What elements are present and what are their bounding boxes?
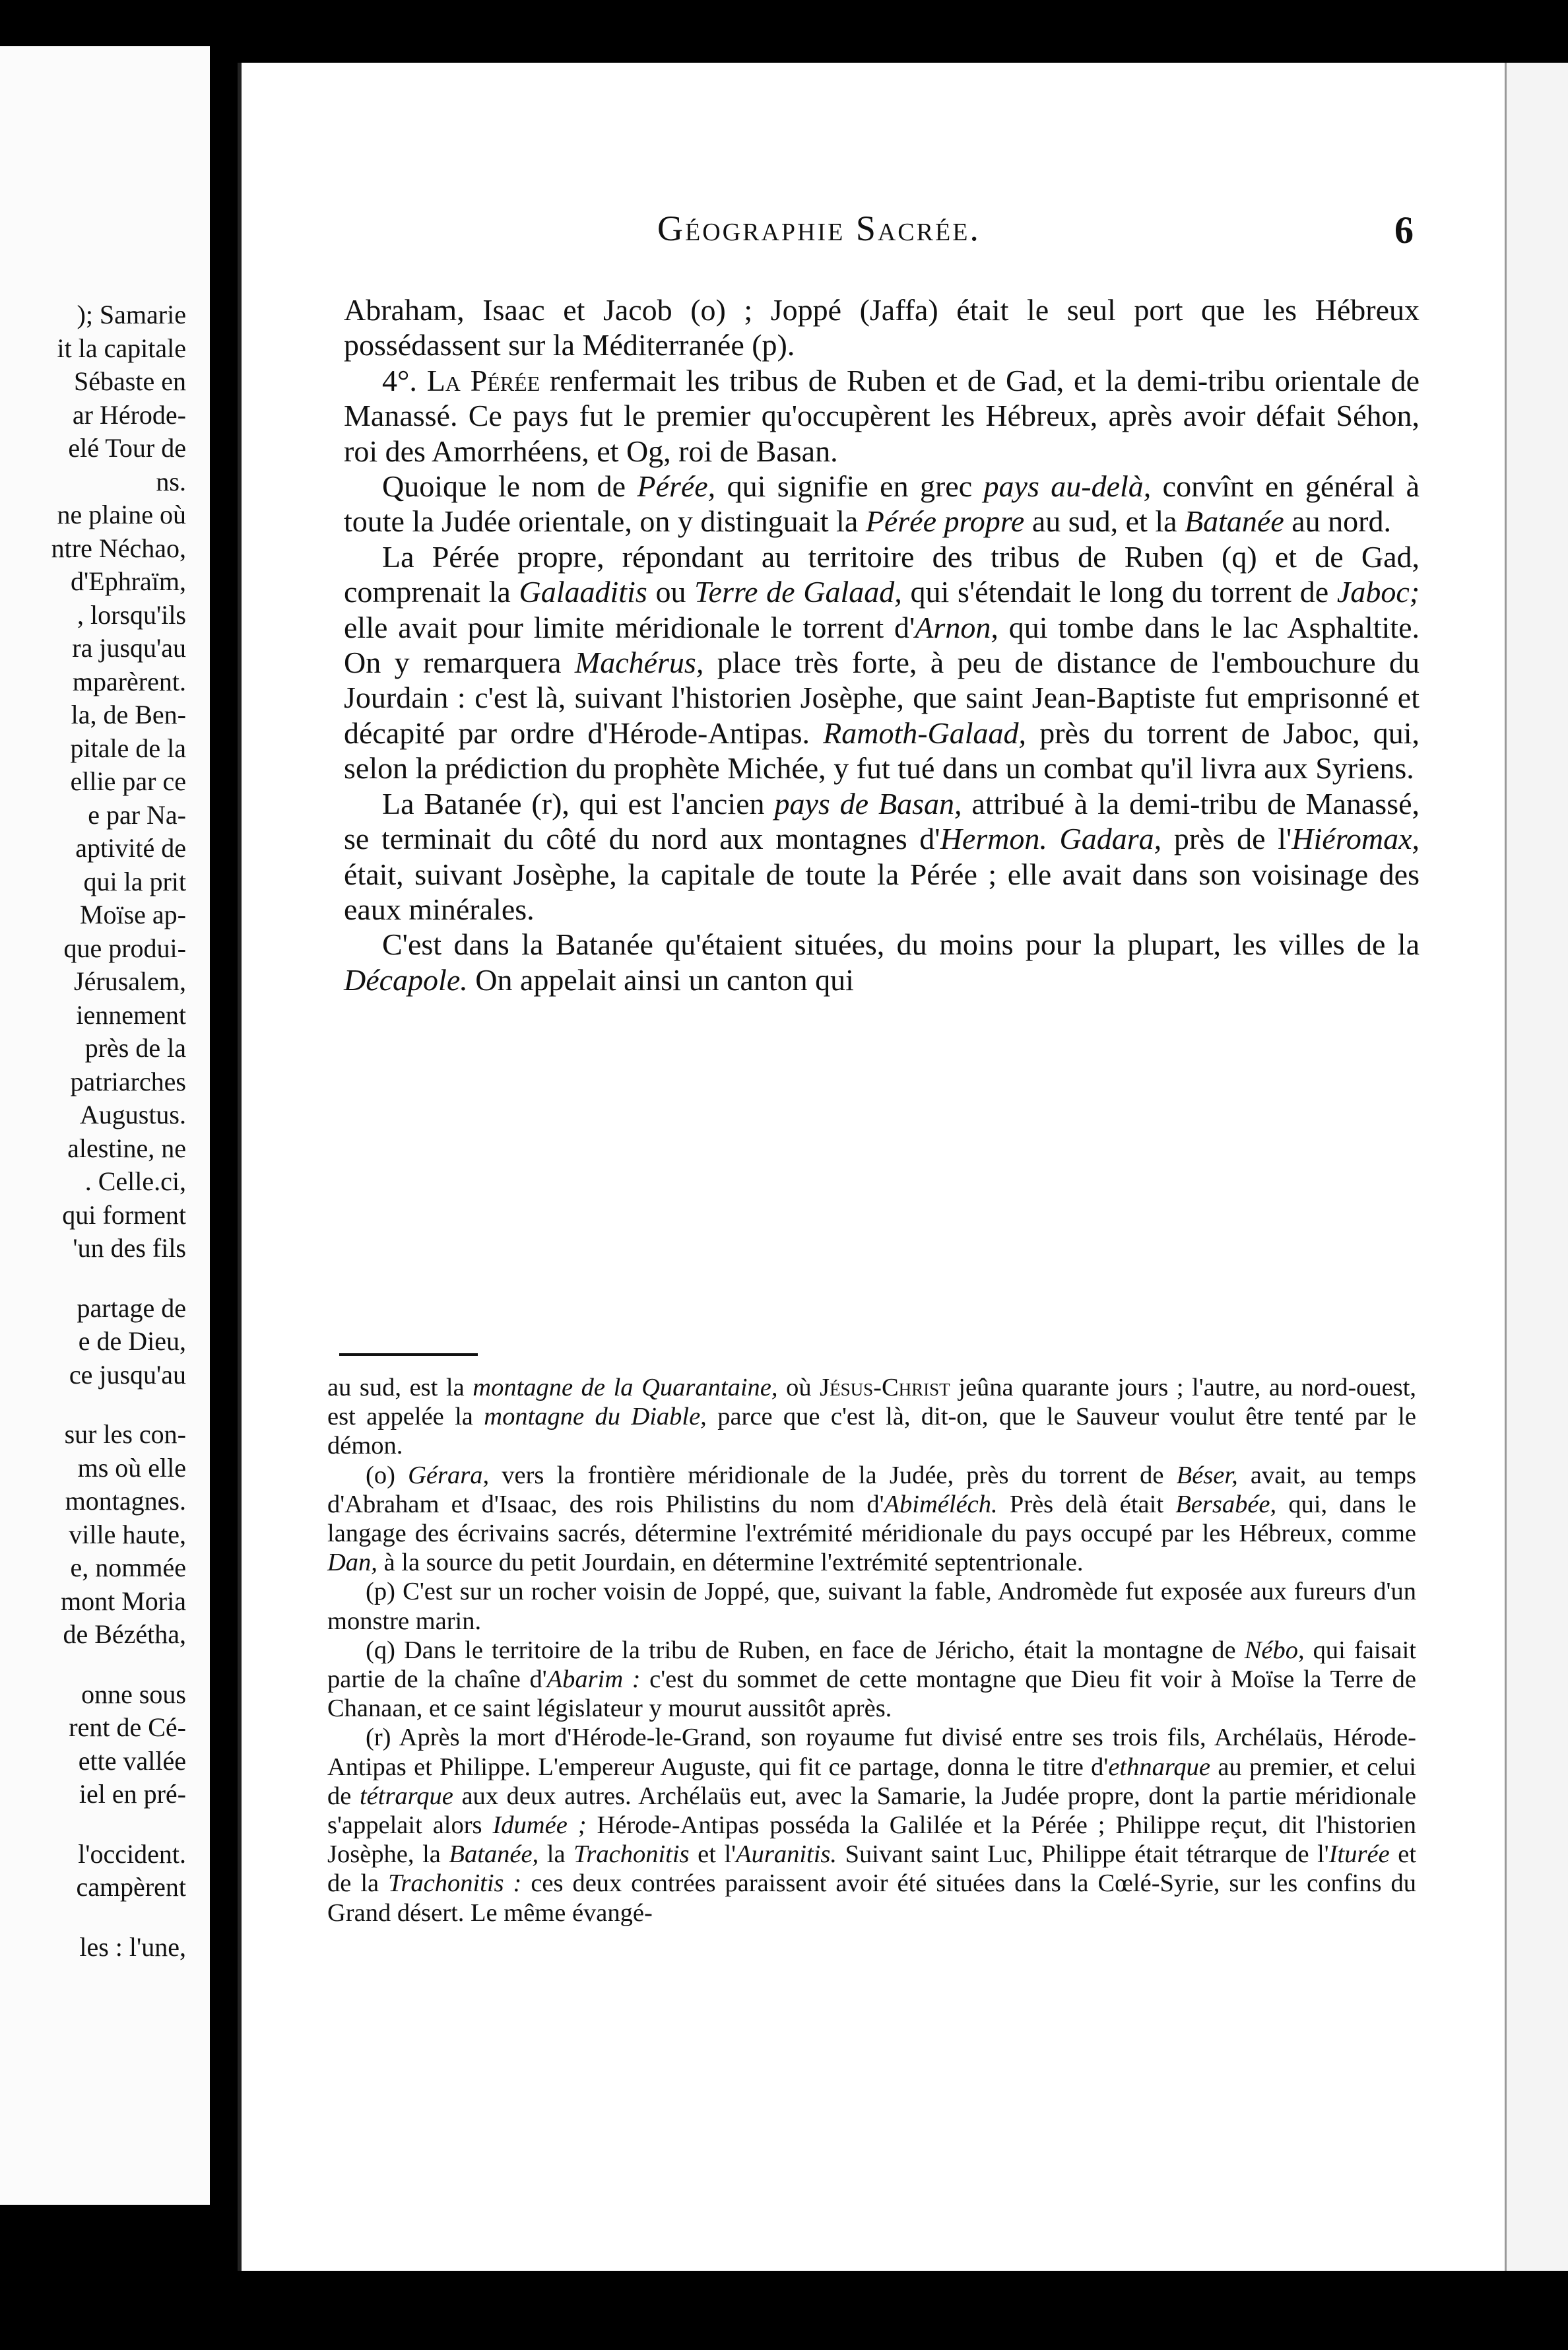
text-run: Près delà était: [1009, 1490, 1164, 1518]
left-page-line: [0, 1652, 206, 1678]
text-run: près du torrent de Jaboc, qui, selon la prédiction du prophète Michée, y fut tué dans un combat qu'il livra aux Syriens.: [344, 716, 1420, 786]
italic-term: Béser,: [1176, 1461, 1238, 1489]
italic-term: Trachonitis :: [388, 1869, 522, 1898]
paragraph: [344, 539, 1420, 786]
left-page-line: montagnes.: [65, 1486, 186, 1516]
italic-term: Jaboc;: [1336, 575, 1420, 609]
text-run: La Pérée propre, répondant au territoire des tribus de Ruben (q) et de Gad, comprenait la: [344, 539, 1420, 609]
text-run: au premier, et celui de: [327, 1753, 1416, 1810]
footnote: [327, 1373, 1416, 1461]
text-run: C'est dans la Batanée qu'étaient situées, du moins pour la plupart, les villes de la: [382, 927, 1420, 962]
paragraph: [344, 363, 1420, 469]
text-run: était, suivant Josèphe, la capitale de toute la Pérée ; elle avait dans son voisinage des eaux minérales.: [344, 857, 1420, 926]
main-text: [344, 292, 1420, 997]
text-run: attribué à la demi-tribu de Manassé, se terminait du côté du nord aux montagnes d': [344, 786, 1420, 856]
text-run: avait, au temps d'Abraham et d'Isaac, des rois Philistins du nom d': [327, 1461, 1417, 1518]
text-run: (r) Après la mort d'Hérode-le-Grand, son royaume fut divisé entre ses trois fils, Archélaüs, Hérode-Antipas et Philippe. L'empereur Auguste, qui fit ce partage, donna le titre d': [327, 1724, 1416, 1781]
italic-term: Ramoth-Galaad,: [823, 716, 1027, 750]
text-run: au nord.: [1291, 504, 1391, 539]
left-page-line: les : l'une,: [79, 1931, 186, 1962]
italic-term: Hermon.: [940, 822, 1047, 856]
left-page-line: d'Ephraïm,: [71, 566, 186, 596]
italic-term: Abarim :: [546, 1665, 641, 1694]
text-run: et de la: [327, 1840, 1417, 1898]
italic-term: pays de Basan,: [774, 786, 962, 821]
text-run: près de l': [1173, 822, 1292, 856]
left-page-line: l'occident.: [78, 1838, 186, 1869]
left-page-line: mparèrent.: [72, 666, 186, 696]
italic-term: tétrarque: [359, 1782, 453, 1810]
left-page-line: que produi-: [63, 933, 186, 963]
left-page-line: ms où elle: [77, 1452, 186, 1483]
footnote-o: [327, 1461, 1416, 1578]
italic-term: Batanée: [1185, 504, 1284, 539]
left-page-line: près de la: [84, 1033, 186, 1063]
text-run: qui tombe dans le lac Asphaltite. On y remarquera: [344, 610, 1420, 680]
italic-term: Trachonitis: [573, 1840, 690, 1869]
left-page-line: Jérusalem,: [74, 966, 186, 996]
italic-term: Idumée ;: [492, 1811, 587, 1840]
left-page-line: 'un des fils: [73, 1233, 186, 1263]
footnote-marker: (o): [366, 1461, 395, 1489]
left-page-line: Augustus.: [79, 1100, 186, 1129]
text-run: ces deux contrées paraissent avoir été situées dans la Cœlé-Syrie, sur les confins du Grand désert. Le même évangé-: [327, 1869, 1417, 1927]
footnote-q: [327, 1636, 1416, 1724]
text-run: c'est du sommet de cette montagne que Dieu fit voir à Moïse la Terre de Chanaan, et ce saint législateur y mourut aussitôt après.: [327, 1665, 1417, 1723]
paragraph: [344, 927, 1420, 997]
running-title: Géographie Sacrée.: [657, 209, 981, 248]
text-run: au sud, et la: [1031, 504, 1177, 539]
left-page-line: ce jusqu'au: [69, 1359, 186, 1390]
footnote-rule: [339, 1353, 478, 1356]
paragraph-text: Abraham, Isaac et Jacob (o) ; Joppé (Jaffa) était le seul port que les Hébreux possédassent sur la Méditerranée (p).: [344, 293, 1420, 362]
left-page-line: ville haute,: [69, 1519, 186, 1549]
text-run: (p) C'est sur un rocher voisin de Joppé, que, suivant la fable, Andromède fut exposée aux fureurs d'un monstre marin.: [327, 1578, 1416, 1635]
italic-term: Batanée,: [449, 1840, 539, 1869]
italic-term: Pérée,: [637, 469, 716, 504]
text-run: (q) Dans le territoire de la tribu de Ruben, en face de Jéricho, était la montagne de: [366, 1636, 1236, 1664]
text-run: parce que c'est là, dit-on, que le Sauveur voulut être tenté par le démon.: [327, 1403, 1416, 1460]
text-run: Quoique le nom de: [382, 469, 626, 504]
text-run: La Batanée (r), qui est l'ancien: [382, 786, 765, 821]
text-run: et l': [698, 1840, 736, 1869]
left-page-line: Sébaste en: [74, 366, 186, 396]
text-run: qui, dans le langage des écrivains sacrés, détermine l'extrémité méridionale du pays occupé par les Hébreux, comme: [327, 1490, 1416, 1548]
italic-term: ethnarque: [1108, 1753, 1211, 1781]
left-page-line: [0, 1904, 206, 1931]
left-page-line: qui forment: [62, 1199, 186, 1230]
left-page-line: patriarches: [70, 1066, 186, 1096]
left-page-line: ra jusqu'au: [72, 633, 186, 663]
left-page-line: elé Tour de: [68, 433, 186, 463]
left-page-line: ne plaine où: [57, 500, 186, 529]
left-page-line: ns.: [156, 466, 186, 496]
paragraph-text: renfermait les tribus de Ruben et de Gad, et la demi-tribu orientale de Manassé. Ce pays fut le premier qu'occupèrent les Hébreux, après avoir défait Séhon, roi des Amorrhéens, et Og, roi de Basan.: [344, 363, 1420, 468]
italic-term: Machérus,: [574, 646, 704, 680]
text-run: au sud, est la: [327, 1374, 465, 1401]
text-run: Suivant saint Luc, Philippe était tétrarque de l': [845, 1840, 1329, 1869]
left-page-line: onne sous: [81, 1679, 186, 1709]
text-run: On appelait ainsi un canton qui: [475, 962, 854, 997]
italic-term: Arnon,: [915, 610, 998, 644]
left-page-line: e de Dieu,: [78, 1326, 186, 1356]
footnote-p: [327, 1577, 1416, 1635]
italic-term: Galaaditis: [519, 575, 647, 609]
page-number: 6: [1394, 209, 1414, 252]
italic-term: Pérée propre: [865, 504, 1025, 539]
left-page-line: ette vallée: [78, 1745, 186, 1776]
left-page-line: campèrent: [76, 1872, 186, 1902]
text-run: elle avait pour limite méridionale le torrent d': [344, 610, 915, 644]
text-run: aux deux autres. Archélaüs eut, avec la Samarie, la Judée propre, dont la partie méridionale s'appelait alors: [327, 1782, 1417, 1840]
text-run: la: [546, 1840, 566, 1869]
italic-term: Bersabée,: [1175, 1490, 1277, 1518]
text-run: qui signifie en grec: [727, 469, 973, 504]
book-page: [238, 63, 1509, 2271]
left-page-line: it la capitale: [57, 333, 186, 363]
italic-term: montagne du Diable,: [484, 1403, 707, 1431]
section-number: 4°.: [382, 363, 417, 397]
left-page-line: e par Na-: [88, 799, 186, 830]
section-heading: La Pérée: [426, 363, 540, 397]
left-page-line: pitale de la: [70, 733, 186, 763]
left-page-line: [0, 1265, 206, 1292]
left-page-line: partage de: [77, 1292, 186, 1323]
italic-term: Décapole.: [344, 962, 468, 997]
small-caps-term: Jésus-Christ: [820, 1374, 950, 1401]
italic-term: Dan,: [327, 1549, 377, 1577]
left-page-line: Moïse ap-: [79, 900, 186, 929]
text-run: à la source du petit Jourdain, en détermine l'extrémité septentrionale.: [383, 1549, 1084, 1577]
text-run: place très forte, à peu de distance de l'embouchure du Jourdain : c'est là, suivant l'historien Josèphe, que saint Jean-Baptiste fut emprisonné et décapité par ordre d'Hérode-Antipas.: [344, 646, 1420, 750]
previous-page-fragment: [0, 46, 210, 2205]
text-run: où: [786, 1374, 812, 1401]
text-run: vers la frontière méridionale de la Judée, près du torrent de: [502, 1461, 1164, 1489]
page-edge: [1505, 63, 1568, 2271]
footnote-r: [327, 1723, 1416, 1927]
left-page-line: rent de Cé-: [69, 1712, 186, 1742]
left-page-line: alestine, ne: [67, 1133, 186, 1163]
left-page-line: , lorsqu'ils: [77, 599, 186, 630]
italic-term: Iturée: [1328, 1840, 1390, 1869]
left-page-line: [0, 1392, 206, 1418]
left-page-line: qui la prit: [83, 866, 186, 896]
italic-term: Gadara,: [1059, 822, 1162, 856]
left-page-line: la, de Ben-: [71, 700, 186, 729]
left-page-line: ntre Néchao,: [51, 533, 186, 563]
left-page-line: mont Moria: [61, 1586, 186, 1616]
paragraph: [344, 786, 1420, 927]
italic-term: Gérara,: [408, 1461, 490, 1489]
text-run: ou: [655, 575, 686, 609]
italic-term: montagne de la Quarantaine,: [473, 1374, 778, 1401]
text-run: qui s'étendait le long du torrent de: [910, 575, 1329, 609]
left-page-line: . Celle.ci,: [84, 1166, 186, 1196]
italic-term: Nébo,: [1244, 1636, 1305, 1664]
text-run: convînt en général à toute la Judée orientale, on y distinguait la: [344, 469, 1420, 539]
italic-term: pays au-delà,: [983, 469, 1152, 504]
left-page-line: de Bézétha,: [63, 1619, 186, 1649]
left-page-line: ar Hérode-: [72, 399, 186, 430]
text-run: Hérode-Antipas posséda la Galilée et la Pérée ; Philippe reçut, dit l'historien Josèphe, la: [327, 1811, 1417, 1869]
italic-term: Abiméléch.: [884, 1490, 998, 1518]
italic-term: Hiéromax,: [1291, 822, 1420, 856]
text-run: qui faisait partie de la chaîne d': [327, 1636, 1417, 1694]
left-page-line: aptivité de: [75, 833, 186, 863]
italic-term: Terre de Galaad,: [694, 575, 902, 609]
footnotes: [327, 1373, 1416, 1928]
paragraph: [344, 469, 1420, 539]
left-page-line: ); Samarie: [77, 300, 186, 329]
left-page-line: ellie par ce: [70, 766, 186, 796]
left-page-line: iel en pré-: [79, 1779, 186, 1809]
running-head: [242, 208, 1414, 261]
paragraph: [344, 292, 1420, 363]
italic-term: Auranitis.: [736, 1840, 837, 1869]
left-page-line: iennement: [76, 999, 186, 1030]
left-page-line: e, nommée: [70, 1553, 186, 1582]
text-run: jeûna quarante jours ; l'autre, au nord-ouest, est appelée la: [327, 1374, 1417, 1431]
previous-page-text: [0, 298, 206, 1964]
left-page-line: sur les con-: [64, 1419, 186, 1449]
left-page-line: [0, 1811, 206, 1838]
